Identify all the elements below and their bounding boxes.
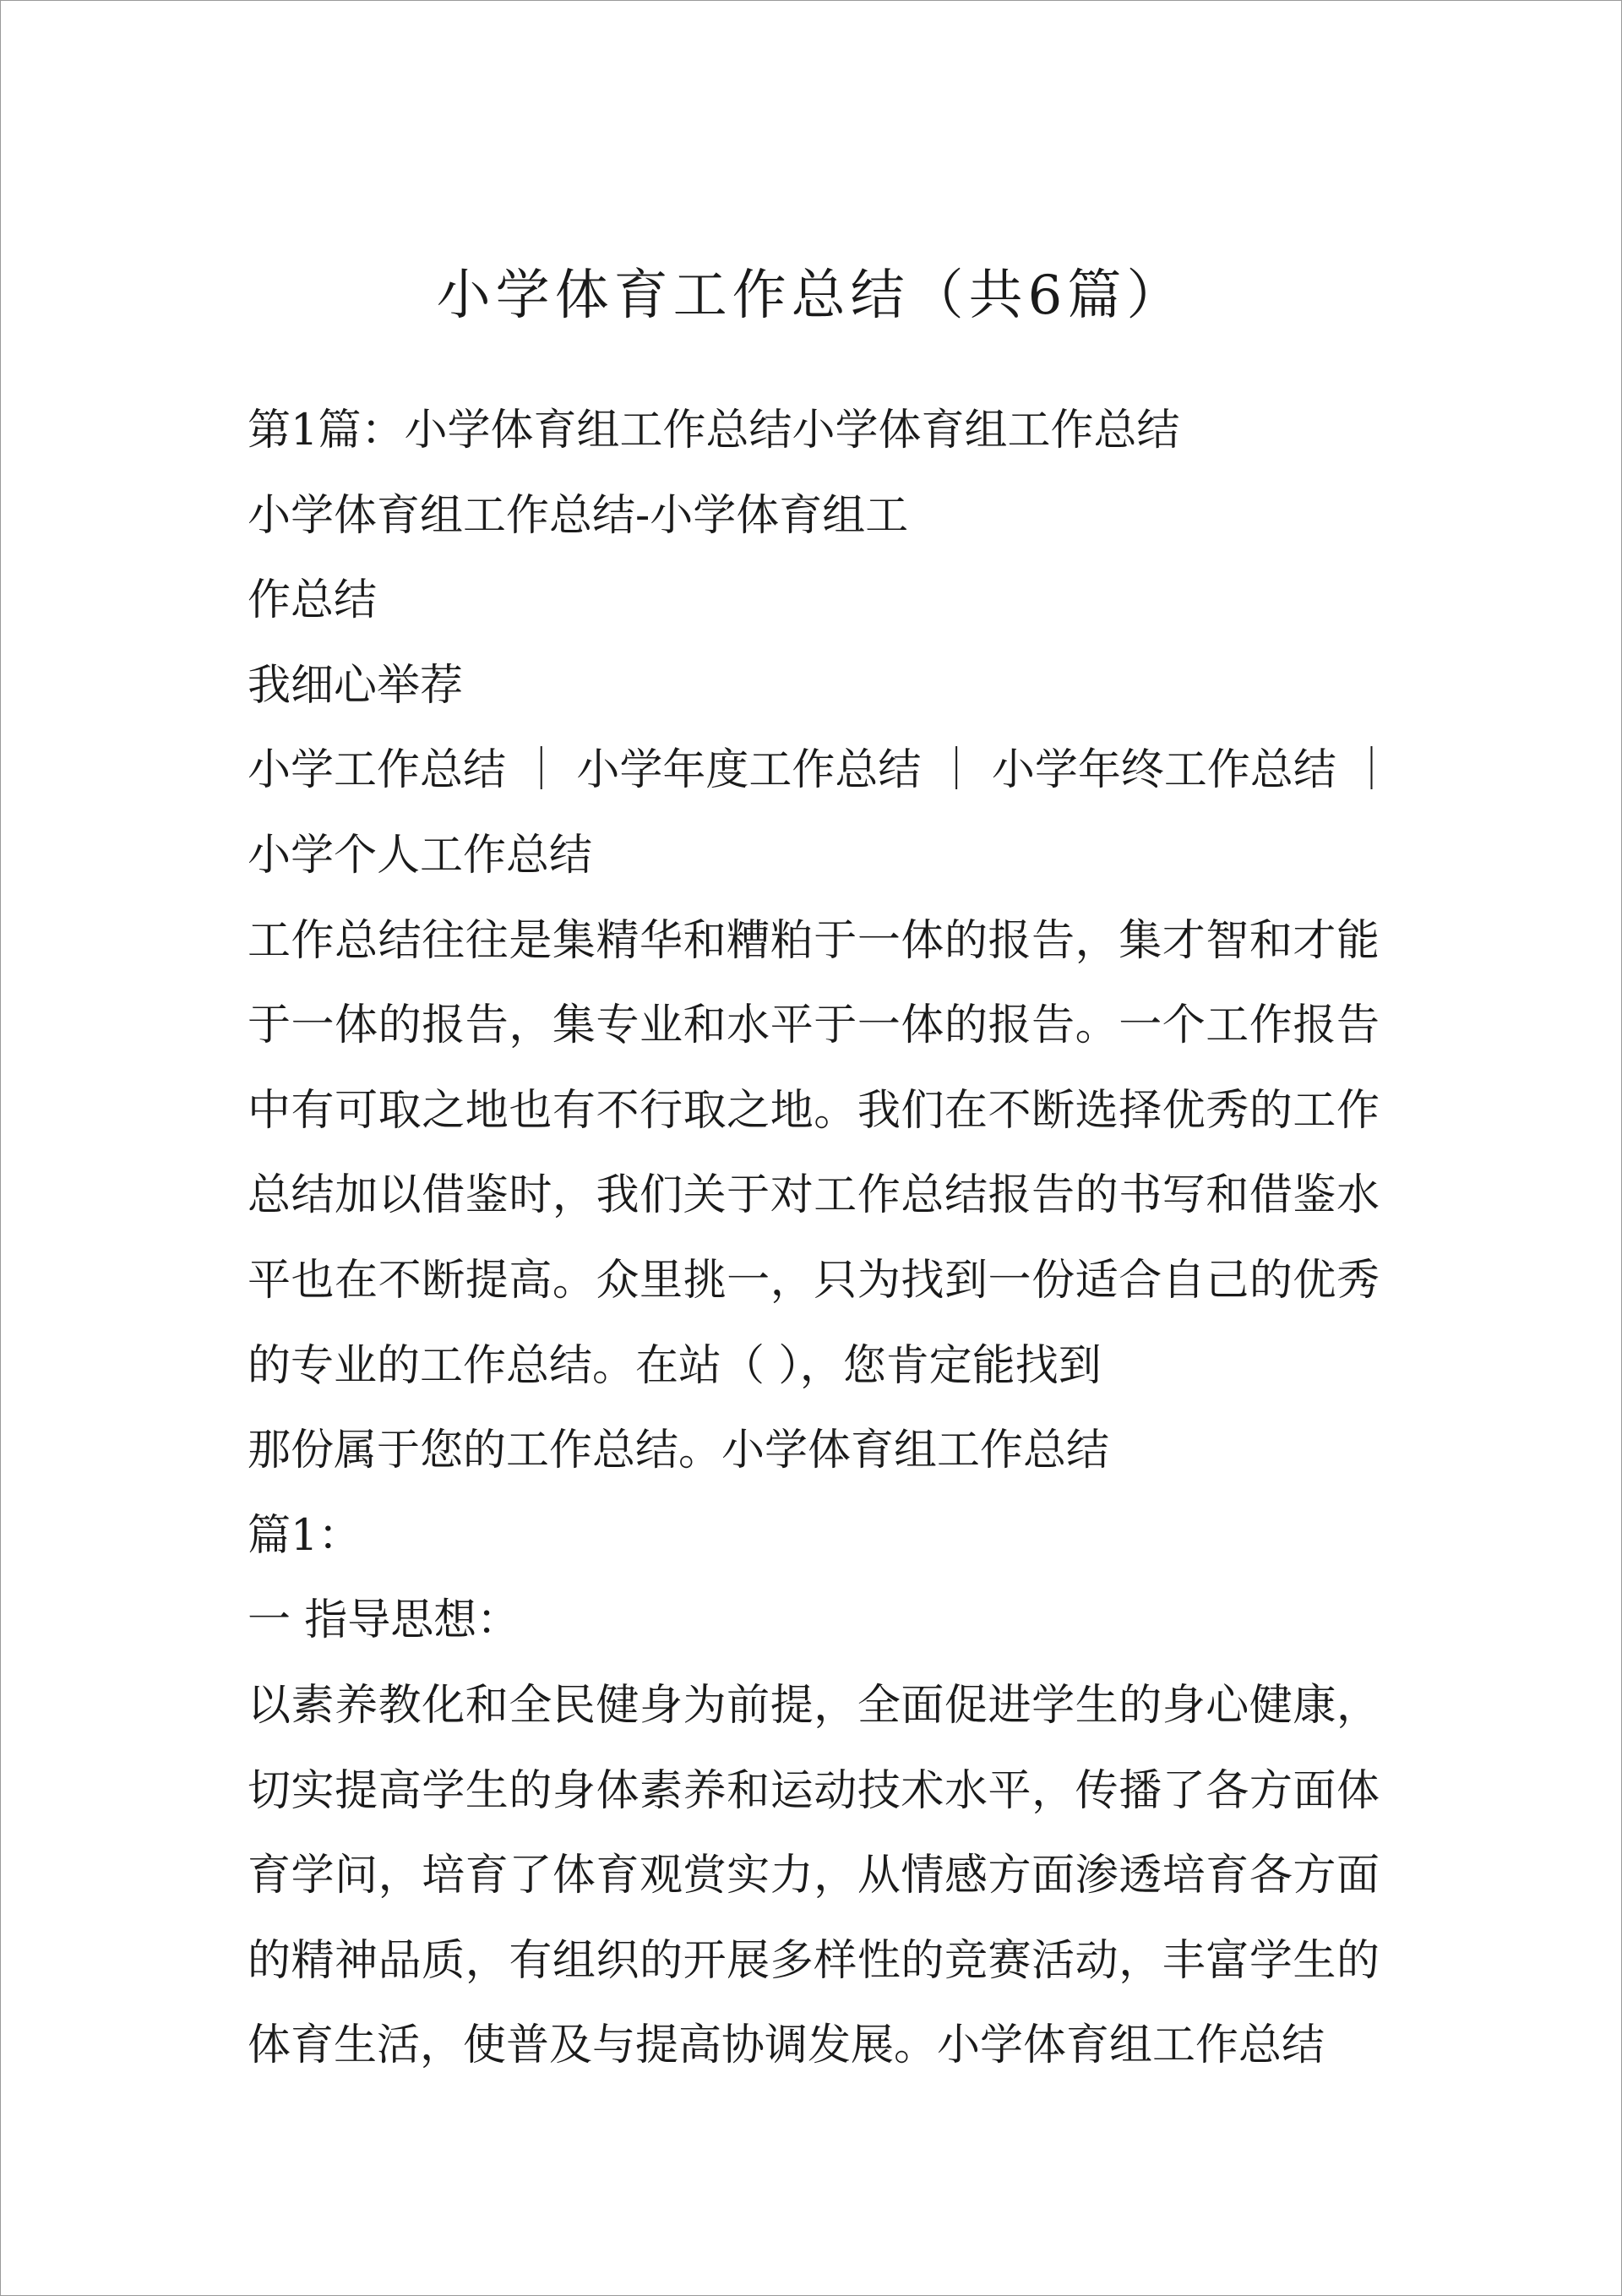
text-line: 育学问，培育了体育观赏实力，从情感方面渗透培育各方面 [248,1851,1380,1901]
text-line: 那份属于您的工作总结。小学体育组工作总结 [248,1426,1110,1476]
text-line: 第1篇：小学体育组工作总结小学体育组工作总结 [248,406,1180,455]
text-line: 的专业的工作总结。在站（ ），您肯定能找到 [248,1340,1102,1391]
text-line: 作总结 [248,575,378,626]
text-line: 中有可取之地也有不行取之地。我们在不断选择优秀的工作 [248,1085,1380,1136]
document-body [248,389,1394,2089]
text-line: 体育生活，使普及与提高协调发展。小学体育组工作总结 [248,2021,1325,2071]
text-line: 小学体育组工作总结-小学体育组工 [248,490,909,541]
text-line: 小学工作总结 ｜ 小学年度工作总结 ｜ 小学年终工作总结 ｜ [248,745,1394,796]
text-line: 篇1： [248,1510,362,1561]
document-title: 小学体育工作总结（共6篇） [436,265,1186,327]
text-line: 切实提高学生的身体素养和运动技术水平，传播了各方面体 [248,1765,1380,1816]
text-line: 一 指导思想： [248,1595,520,1646]
text-line: 平也在不断提高。众里挑一，只为找到一份适合自己的优秀 [248,1255,1380,1306]
text-line: 我细心举荐 [248,660,464,711]
text-line: 的精神品质，有组织的开展多样性的竞赛活动，丰富学生的 [248,1935,1380,1986]
text-line: 总结加以借鉴时，我们关于对工作总结报告的书写和借鉴水 [248,1170,1380,1221]
text-line: 小学个人工作总结 [248,830,593,881]
text-line: 以素养教化和全民健身为前提，全面促进学生的身心健康， [248,1680,1380,1731]
text-line: 于一体的报告，集专业和水平于一体的报告。一个工作报告 [248,1001,1380,1051]
text-line: 工作总结往往是集精华和糟粕于一体的报告，集才智和才能 [248,915,1380,966]
